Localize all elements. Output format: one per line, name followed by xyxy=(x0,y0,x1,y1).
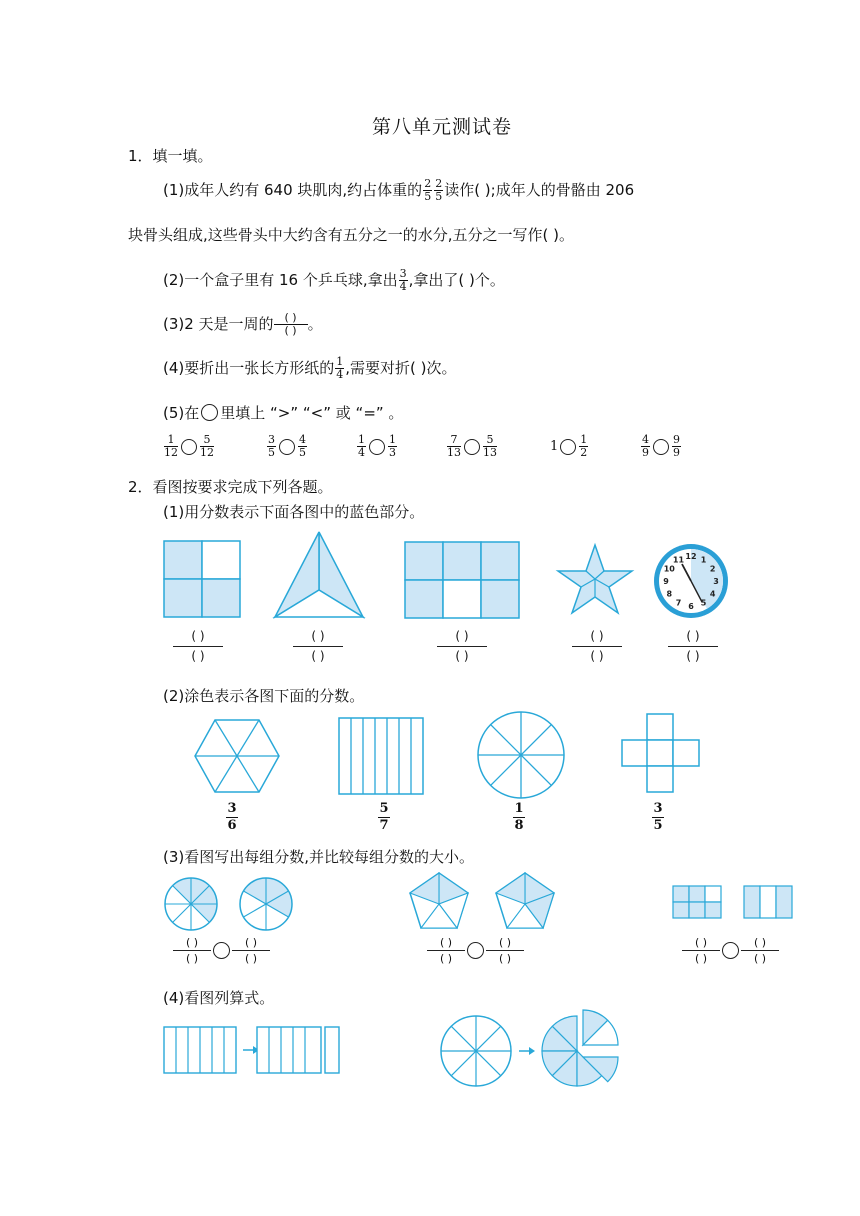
compare-circle-icon[interactable] xyxy=(279,439,295,455)
answer-fraction-blank[interactable]: ( ) ( ) xyxy=(668,629,718,664)
hexagon-figure xyxy=(194,718,280,794)
rectangle-sixths-figure xyxy=(404,541,520,619)
compare-circle-icon[interactable] xyxy=(464,439,480,455)
rectangle-sixths-partial-figure xyxy=(672,885,724,920)
comparison-item[interactable]: 1 $\frac{1}{2}$ xyxy=(550,433,588,459)
comparison-item[interactable]: $\frac{7}{13}$ $\frac{5}{13}$ xyxy=(447,433,497,459)
q1-part1-line1 xyxy=(163,178,634,203)
q1-part4 xyxy=(163,356,457,381)
comparison-item[interactable]: $\frac{3}{5}$ $\frac{4}{5}$ xyxy=(268,433,306,459)
q1-part3 xyxy=(163,312,323,337)
comparison-item[interactable]: $\frac{1}{4}$ $\frac{1}{3}$ xyxy=(358,433,396,459)
q1-p2-text-a: (2)一个盒子里有 16 个乒乓球,拿出 xyxy=(163,271,398,289)
triangle-thirds-figure xyxy=(273,530,365,620)
clock-number: 9 xyxy=(663,577,669,586)
compare-circle-icon[interactable] xyxy=(369,439,385,455)
given-fraction: 3 6 xyxy=(227,801,237,833)
compare-circle-icon[interactable] xyxy=(560,439,576,455)
comparison-item[interactable]: $\frac{4}{9}$ $\frac{9}{9}$ xyxy=(642,433,680,459)
fraction: $\frac{2}{5}$ xyxy=(435,177,443,203)
compare-circle-icon[interactable] xyxy=(722,942,739,959)
cross-net-figure xyxy=(621,713,701,793)
fraction: $\frac{1}{4}$ xyxy=(336,355,344,381)
clock-number: 6 xyxy=(688,602,694,611)
compare-circle-icon xyxy=(201,404,218,421)
circle-eighths-figure xyxy=(476,710,566,800)
question-2-heading: 2．看图按要求完成下列各题。 xyxy=(128,478,333,496)
answer-fraction-blank[interactable]: ( ) ( ) xyxy=(173,629,223,664)
clock-number: 4 xyxy=(709,589,716,599)
given-fraction: 3 5 xyxy=(653,801,663,833)
fraction: $\frac{3}{4}$ xyxy=(399,267,407,293)
compare-circle-icon[interactable] xyxy=(467,942,484,959)
star-figure xyxy=(556,543,634,615)
answer-fraction-blank[interactable]: ( ) ( ) xyxy=(293,629,343,664)
rectangle-sevenths-figure xyxy=(338,717,424,795)
q1-p3-text-a: (3)2 天是一周的 xyxy=(163,315,274,333)
clock-number: 3 xyxy=(713,577,719,586)
compare-circle-icon[interactable] xyxy=(213,942,230,959)
pentagon-partial-figure xyxy=(494,871,556,931)
q1-p4-text-a: (4)要折出一张长方形纸的 xyxy=(163,359,335,377)
q1-p5-text-b: 里填上 “>” “<” 或 “=” 。 xyxy=(220,404,404,422)
clock-figure xyxy=(652,542,730,620)
answer-blank-fraction[interactable]: ( ) ( ) xyxy=(274,312,308,337)
circle-equation-figure xyxy=(439,1014,629,1090)
answer-fraction-blank[interactable]: ( ) ( ) xyxy=(572,629,622,664)
clock-number: 1 xyxy=(700,555,707,565)
square-quarters-figure xyxy=(164,541,242,619)
clock-number: 2 xyxy=(709,564,716,574)
compare-answer-pair[interactable]: ( ) ( ) ( ) ( ) xyxy=(682,936,779,965)
clock-number: 8 xyxy=(666,589,673,599)
given-fraction: 5 7 xyxy=(379,801,389,833)
q1-p1-text-a: (1)成年人约有 640 块肌肉,约占体重的 xyxy=(163,181,423,199)
answer-fraction-blank[interactable]: ( ) ( ) xyxy=(437,629,487,664)
clock-number: 5 xyxy=(700,598,707,608)
compare-answer-pair[interactable]: ( ) ( ) ( ) ( ) xyxy=(173,936,270,965)
q2-sub1-label: (1)用分数表示下面各图中的蓝色部分。 xyxy=(163,503,425,521)
circle-eighths-partial-figure xyxy=(163,876,219,932)
circle-sixths-partial-figure xyxy=(238,876,294,932)
q1-part5 xyxy=(163,402,403,423)
q2-sub2-label: (2)涂色表示各图下面的分数。 xyxy=(163,687,365,705)
clock-number: 7 xyxy=(675,598,682,608)
q2-sub4-label: (4)看图列算式。 xyxy=(163,989,275,1007)
clock-number: 12 xyxy=(685,552,697,561)
question-1-heading: 1．填一填。 xyxy=(128,147,213,165)
compare-answer-pair[interactable]: ( ) ( ) ( ) ( ) xyxy=(427,936,524,965)
q1-part1-line2: 块骨头组成,这些骨头中大约含有五分之一的水分,五分之一写作( )。 xyxy=(128,226,575,244)
q1-part2 xyxy=(163,268,505,293)
q1-p3-text-b: 。 xyxy=(307,315,323,333)
q1-p5-text-a: (5)在 xyxy=(163,404,200,422)
fraction: $\frac{2}{5}$ xyxy=(424,177,432,203)
pentagon-partial-figure xyxy=(408,871,470,931)
q1-p2-text-b: ,拿出了( )个。 xyxy=(408,271,505,289)
rectangle-thirds-partial-figure xyxy=(743,885,795,920)
comparison-item[interactable]: $\frac{1}{12}$ $\frac{5}{12}$ xyxy=(164,433,214,459)
clock-number: 11 xyxy=(672,555,685,565)
given-fraction: 1 8 xyxy=(514,801,524,833)
q2-sub3-label: (3)看图写出每组分数,并比较每组分数的大小。 xyxy=(163,848,475,866)
compare-circle-icon[interactable] xyxy=(653,439,669,455)
q1-p4-text-b: ,需要对折( )次。 xyxy=(345,359,457,377)
q1-p1-text-b: 读作( );成年人的骨骼由 206 xyxy=(444,181,635,199)
clock-number: 10 xyxy=(663,564,675,574)
compare-circle-icon[interactable] xyxy=(181,439,197,455)
strip-equation-figure xyxy=(163,1026,343,1076)
page-title: 第八单元测试卷 xyxy=(372,116,513,138)
